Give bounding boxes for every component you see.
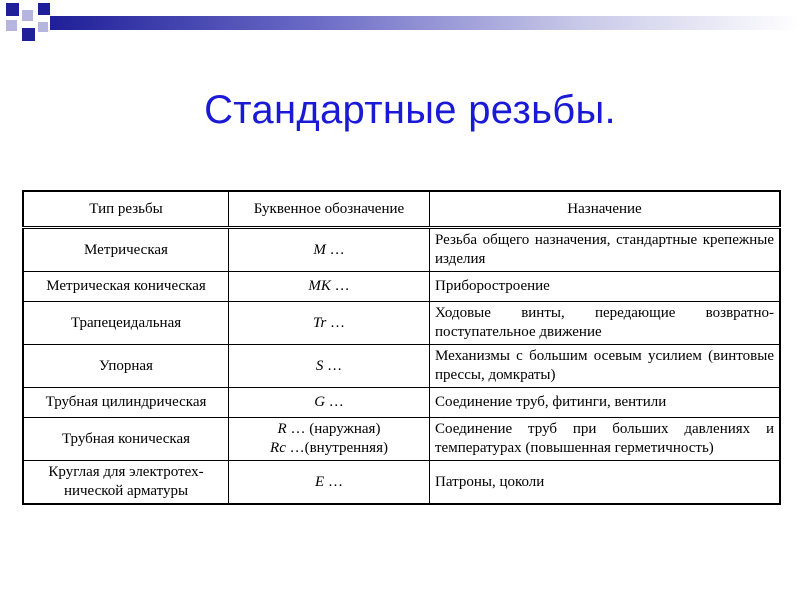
slide-title: Стандартные резьбы.: [204, 88, 616, 132]
header-purpose: Назначение: [430, 191, 781, 228]
symbol-line: Rc …(внутренняя): [270, 440, 388, 456]
cell-symbol: M …: [229, 228, 430, 272]
table-row: [23, 388, 780, 418]
cell-symbol: Tr …: [229, 302, 430, 345]
table-row: [23, 345, 780, 388]
cell-purpose: Патроны, цоколи: [430, 461, 781, 505]
table-header-row: [23, 191, 780, 228]
deco-square: [6, 20, 17, 31]
cell-purpose: Ходовые винты, передающие возвратно-поступательное движение: [430, 302, 781, 345]
table-row: [23, 272, 780, 302]
deco-square: [22, 28, 35, 41]
table-row: [23, 228, 780, 272]
deco-square: [38, 22, 48, 32]
symbol-line: R … (наружная): [277, 421, 381, 437]
header-symbol: Буквенное обозначение: [229, 191, 430, 228]
header-type: Тип резьбы: [23, 191, 229, 228]
deco-square: [22, 10, 33, 21]
cell-type: Трапецеидальная: [23, 302, 229, 345]
cell-purpose: Механизмы с большим осевым усилием (винтовые прессы, домкраты): [430, 345, 781, 388]
cell-type: Круглая для электротех-нической арматуры: [23, 461, 229, 505]
table-row: [23, 302, 780, 345]
deco-square: [6, 3, 19, 16]
cell-type: Метрическая: [23, 228, 229, 272]
threads-table: [22, 190, 781, 505]
deco-square: [38, 3, 50, 15]
cell-symbol: [229, 418, 430, 461]
header-decoration: [0, 0, 800, 50]
cell-symbol: G …: [229, 388, 430, 418]
cell-purpose: Соединение труб при больших давлениях и температурах (повышенная герметичность): [430, 418, 781, 461]
cell-type: Трубная цилиндрическая: [23, 388, 229, 418]
cell-symbol: S …: [229, 345, 430, 388]
table-row: [23, 461, 780, 505]
cell-symbol: E …: [229, 461, 430, 505]
cell-purpose: Резьба общего назначения, стандартные крепежные изделия: [430, 228, 781, 272]
cell-symbol: MK …: [229, 272, 430, 302]
cell-type: Метрическая коническая: [23, 272, 229, 302]
table-row: [23, 418, 780, 461]
cell-type: Трубная коническая: [23, 418, 229, 461]
cell-purpose: Приборостроение: [430, 272, 781, 302]
cell-purpose: Соединение труб, фитинги, вентили: [430, 388, 781, 418]
cell-type: Упорная: [23, 345, 229, 388]
deco-gradient-bar: [50, 16, 800, 30]
